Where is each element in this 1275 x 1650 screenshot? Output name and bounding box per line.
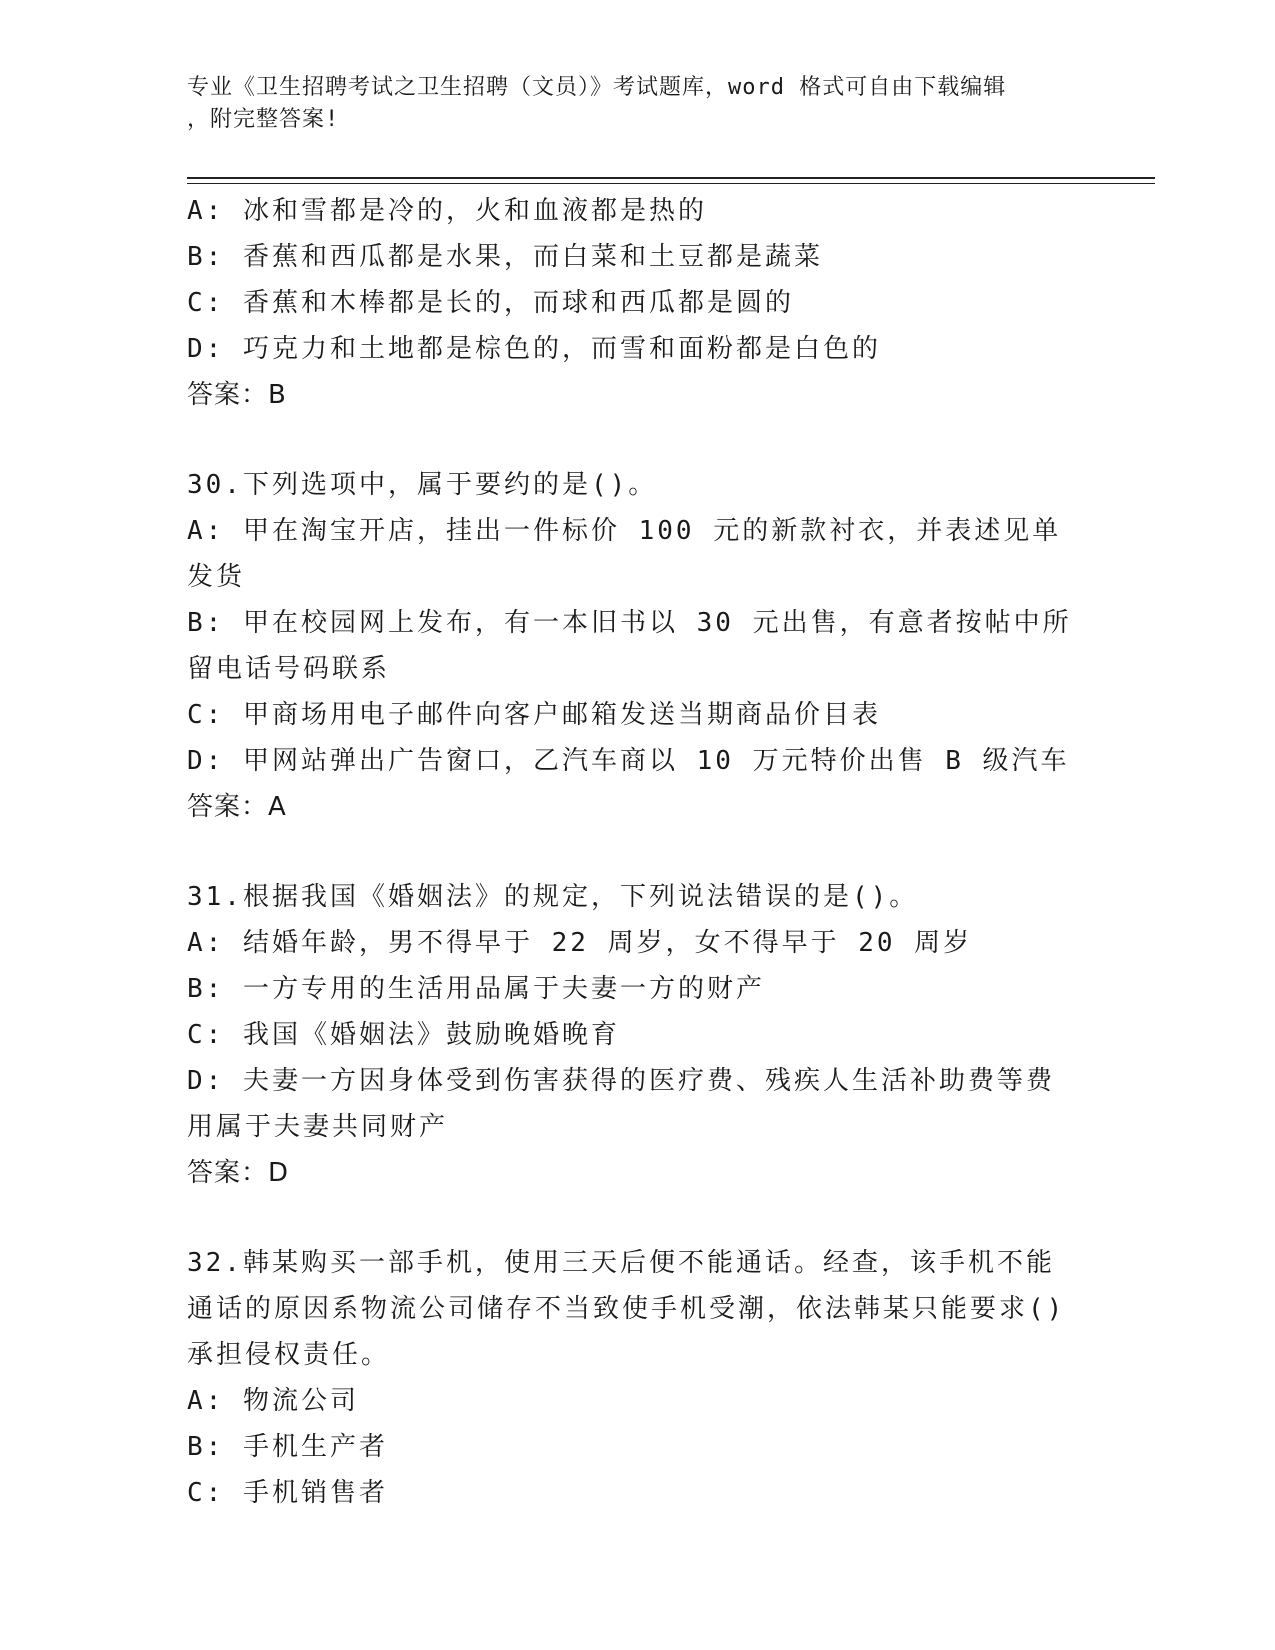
option-a: A: 物流公司 [187, 1386, 359, 1416]
header-line-2: ，附完整答案! [187, 107, 340, 132]
option-d: D: 甲网站弹出广告窗口，乙汽车商以 10 万元特价出售 B 级汽车 [187, 746, 1070, 776]
option-d: D: 夫妻一方因身体受到伤害获得的医疗费、残疾人生活补助费等费用属于夫妻共同财产 [187, 1066, 1055, 1142]
option-c: C: 我国《婚姻法》鼓励晚婚晚育 [187, 1020, 620, 1050]
option-b: B: 手机生产者 [187, 1432, 388, 1462]
option-a: A: 甲在淘宝开店，挂出一件标价 100 元的新款衬衣，并表述见单发货 [187, 516, 1062, 592]
question-text: 31.根据我国《婚姻法》的规定，下列说法错误的是()。 [187, 882, 919, 912]
header-line-1: 专业《卫生招聘考试之卫生招聘（文员）》考试题库，word 格式可自由下载编辑 [187, 75, 1007, 100]
option-a: A: 冰和雪都是冷的，火和血液都是热的 [187, 196, 707, 226]
answer: 答案：D [187, 1158, 290, 1188]
question-text: 30.下列选项中，属于要约的是()。 [187, 470, 658, 500]
question-text: 32.韩某购买一部手机，使用三天后便不能通话。经查，该手机不能通话的原因系物流公司储存不当致使手机受潮，依法韩某只能要求()承担侵权责任。 [187, 1248, 1066, 1370]
question-content [187, 188, 1077, 1516]
option-c: C: 香蕉和木棒都是长的，而球和西瓜都是圆的 [187, 288, 794, 318]
header-divider-thin [187, 183, 1155, 184]
option-b: B: 甲在校园网上发布，有一本旧书以 30 元出售，有意者按帖中所留电话号码联系 [187, 608, 1072, 684]
option-c: C: 甲商场用电子邮件向客户邮箱发送当期商品价目表 [187, 700, 881, 730]
answer: 答案：A [187, 792, 287, 822]
question-30 [187, 462, 1077, 830]
question-31 [187, 874, 1077, 1196]
header-divider-thick [187, 177, 1155, 179]
document-header [187, 72, 1087, 136]
option-a: A: 结婚年龄，男不得早于 22 周岁，女不得早于 20 周岁 [187, 928, 973, 958]
answer: 答案：B [187, 380, 287, 410]
option-d: D: 巧克力和土地都是棕色的，而雪和面粉都是白色的 [187, 334, 881, 364]
option-b: B: 一方专用的生活用品属于夫妻一方的财产 [187, 974, 765, 1004]
question-29 [187, 188, 1077, 418]
option-b: B: 香蕉和西瓜都是水果，而白菜和土豆都是蔬菜 [187, 242, 823, 272]
option-c: C: 手机销售者 [187, 1478, 388, 1508]
question-32 [187, 1240, 1077, 1516]
